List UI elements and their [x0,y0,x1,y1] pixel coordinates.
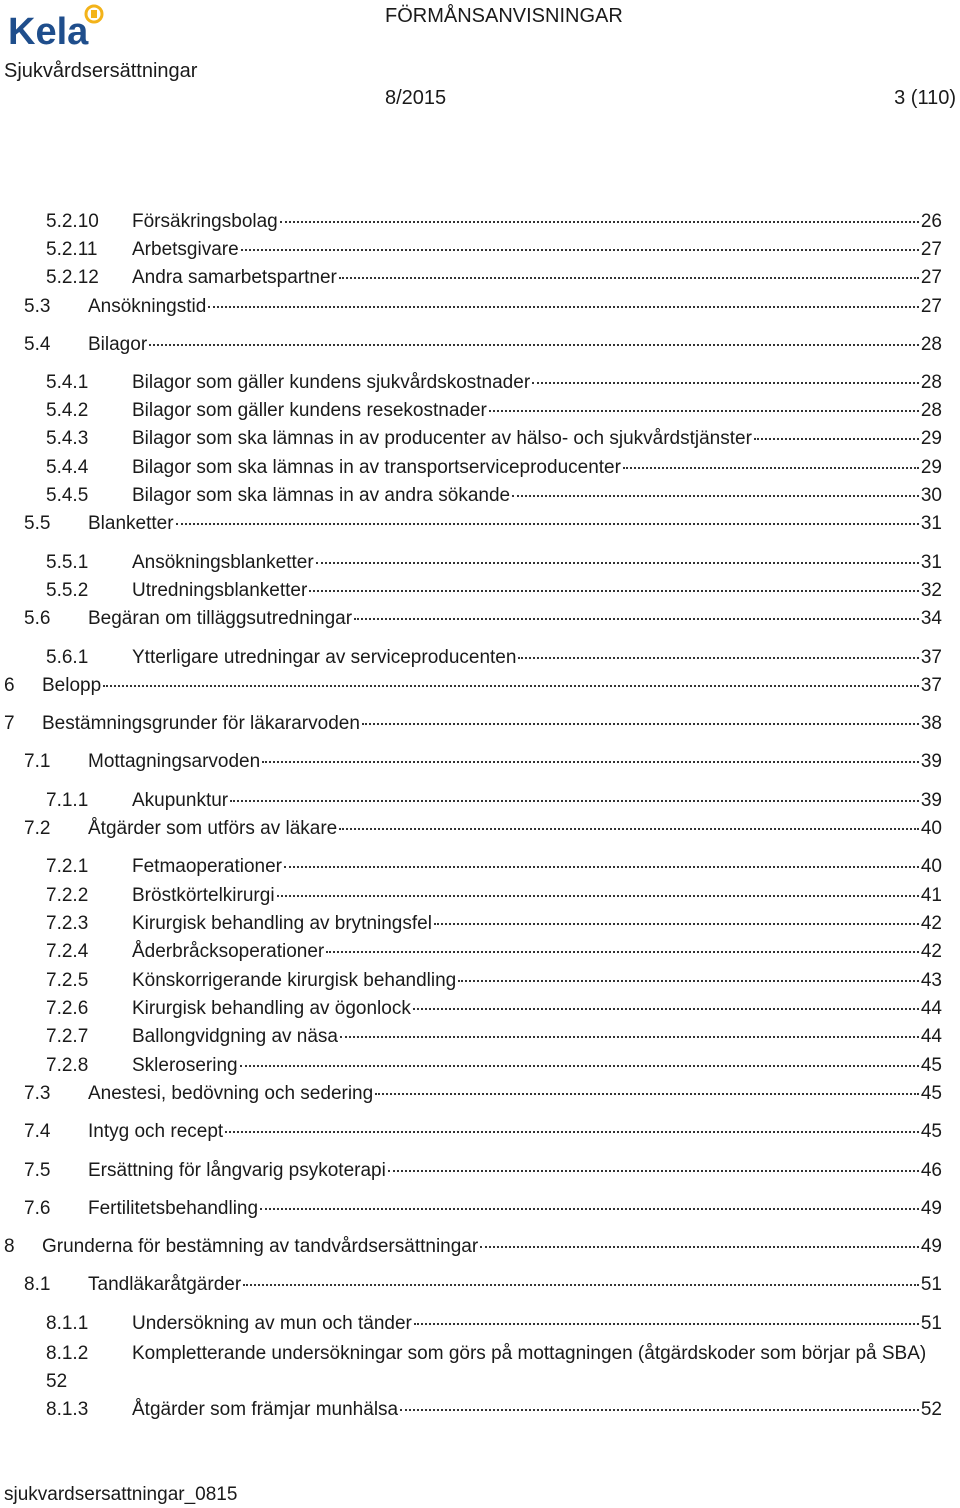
toc-title: Akupunktur [132,790,229,811]
toc-leader [260,1208,919,1210]
toc-title: Ytterligare utredningar av serviceproducenten [132,647,517,668]
toc-page: 43 [920,970,942,991]
toc-title: Fertilitetsbehandling [88,1198,259,1219]
toc-number: 7.2.2 [46,885,89,906]
toc-leader [316,562,919,564]
toc-number: 7.1 [24,751,51,772]
toc-title: Anestesi, bedövning och sedering [88,1083,374,1104]
toc-number: 7.2.4 [46,941,89,962]
toc-page: 29 [920,457,942,478]
toc-leader [309,590,919,592]
toc-number: 5.4 [24,334,51,355]
toc-number: 7.1.1 [46,790,89,811]
toc-leader [176,523,919,525]
toc-title: Bilagor som gäller kundens sjukvårdskostnader [132,372,531,393]
toc-entry[interactable] [24,1083,942,1109]
page-number: 3 (110) [894,87,956,109]
logo-text: Kela [8,11,89,50]
toc-leader [388,1170,919,1172]
toc-title: Ballongvidgning av näsa [132,1026,338,1047]
toc-entry[interactable] [24,818,942,844]
toc-page: 41 [920,885,942,906]
toc-number: 8 [4,1236,15,1257]
toc-leader [230,800,919,802]
toc-title: Ersättning för långvarig psykoterapi [88,1160,386,1181]
toc-number: 7.6 [24,1198,51,1219]
toc-number: 7.2.7 [46,1026,89,1047]
toc-page: 31 [920,513,942,534]
toc-entry[interactable] [4,713,942,739]
document-date: 8/2015 [385,87,447,109]
toc-title: Sklerosering [132,1055,238,1076]
toc-entry[interactable] [46,856,942,882]
toc-title: Kompletterande undersökningar som görs på mottagningen (åtgärdskoder som börjar på SBA) 52 [46,1343,927,1392]
document-title: FÖRMÅNSANVISNINGAR [385,5,623,27]
toc-title: Försäkringsbolag [132,211,278,232]
toc-page: 39 [920,790,942,811]
toc-page: 39 [920,751,942,772]
toc-title: Fetmaoperationer [132,856,282,877]
toc-leader [400,1409,919,1411]
toc-number: 7.5 [24,1160,51,1181]
toc-page: 42 [920,941,942,962]
toc-leader [225,1131,919,1133]
toc-entry[interactable] [24,608,942,634]
toc-number: 6 [4,675,15,696]
toc-page: 45 [920,1121,942,1142]
toc-entry[interactable] [24,1274,942,1300]
toc-number: 8.1.3 [46,1399,89,1420]
toc-leader [277,895,919,897]
toc-number: 5.5 [24,513,51,534]
toc-entry[interactable] [46,400,942,426]
toc-page: 37 [920,675,942,696]
toc-entry[interactable] [24,751,942,777]
toc-number: 5.6 [24,608,51,629]
toc-page: 30 [920,485,942,506]
toc-page: 28 [920,400,942,421]
toc-title: Åtgärder som utförs av läkare [88,818,338,839]
toc-title: Tandläkaråtgärder [88,1274,242,1295]
toc-page: 29 [920,428,942,449]
toc-number: 8.1 [24,1274,51,1295]
toc-title: Utredningsblanketter [132,580,308,601]
toc-page: 31 [920,552,942,573]
toc-number: 5.5.1 [46,552,89,573]
toc-page: 51 [920,1313,942,1334]
toc-entry[interactable] [46,1313,942,1339]
toc-entry[interactable] [4,675,942,701]
toc-number: 5.2.10 [46,211,99,232]
document-subject: Sjukvårdsersättningar [4,60,198,82]
toc-leader [149,344,919,346]
toc-leader [413,1008,919,1010]
toc-entry[interactable] [46,998,942,1024]
toc-page: 45 [920,1083,942,1104]
toc-title: Grunderna för bestämning av tandvårdsersättningar [42,1236,479,1257]
toc-page: 32 [920,580,942,601]
toc-page: 28 [920,334,942,355]
toc-entry[interactable] [46,552,942,578]
toc-title: Arbetsgivare [132,239,239,260]
toc-entry[interactable] [4,1236,942,1262]
toc-page: 34 [920,608,942,629]
toc-entry[interactable] [46,457,942,483]
toc-title: Bilagor som ska lämnas in av producenter av hälso- och sjukvårdstjänster [132,428,752,449]
toc-leader [489,410,919,412]
toc-title: Könskorrigerande kirurgisk behandling [132,970,457,991]
toc-page: 49 [920,1198,942,1219]
toc-entry[interactable] [24,513,942,539]
toc-entry[interactable] [46,485,942,511]
toc-entry[interactable] [46,267,942,293]
toc-page: 45 [920,1055,942,1076]
toc-entry[interactable] [46,970,942,996]
toc-title: Kirurgisk behandling av brytningsfel [132,913,432,934]
toc-title: Åderbråcksoperationer [132,941,325,962]
toc-leader [241,249,919,251]
toc-page: 40 [920,818,942,839]
toc-page: 37 [920,647,942,668]
toc-number: 5.4.5 [46,485,89,506]
toc-title: Ansökningstid [88,296,207,317]
toc-page: 26 [920,211,942,232]
toc-leader [754,438,919,440]
toc-entry[interactable] [46,1340,942,1396]
toc-leader [458,980,919,982]
toc-number: 5.3 [24,296,51,317]
toc-page: 44 [920,998,942,1019]
toc-page: 27 [920,296,942,317]
toc-leader [532,382,919,384]
toc-title: Bröstkörtelkirurgi [132,885,275,906]
toc-entry[interactable] [46,1026,942,1052]
toc-leader [280,221,919,223]
toc-entry[interactable] [46,211,942,237]
toc-page: 51 [920,1274,942,1295]
toc-page: 49 [920,1236,942,1257]
toc-number: 5.4.2 [46,400,89,421]
toc-title: Begäran om tilläggsutredningar [88,608,353,629]
toc-leader [434,923,919,925]
toc-number: 5.6.1 [46,647,89,668]
toc-leader [623,467,919,469]
toc-entry[interactable] [46,580,942,606]
toc-entry[interactable] [46,1055,942,1081]
toc-number: 7.3 [24,1083,51,1104]
toc-leader [240,1065,919,1067]
toc-leader [284,866,919,868]
toc-title: Ansökningsblanketter [132,552,314,573]
toc-entry[interactable] [24,334,942,360]
toc-title: Kirurgisk behandling av ögonlock [132,998,411,1019]
toc-number: 5.2.12 [46,267,99,288]
toc-number: 7.2.8 [46,1055,89,1076]
toc-number: 7.2.3 [46,913,89,934]
toc-number: 5.5.2 [46,580,89,601]
toc-page: 42 [920,913,942,934]
toc-number: 8.1.2 [46,1343,89,1364]
toc-title: Blanketter [88,513,174,534]
toc-number: 7.4 [24,1121,51,1142]
toc-title: Bilagor som ska lämnas in av andra sökande [132,485,511,506]
toc-number: 7.2 [24,818,51,839]
toc-leader [518,657,918,659]
toc-leader [326,951,919,953]
toc-page: 27 [920,239,942,260]
toc-page: 44 [920,1026,942,1047]
toc-page: 52 [920,1399,942,1420]
toc-leader [414,1323,919,1325]
toc-number: 5.2.11 [46,239,98,260]
toc-number: 7 [4,713,15,734]
toc-entry[interactable] [46,885,942,911]
toc-number: 5.4.3 [46,428,89,449]
toc-entry[interactable] [24,1198,942,1224]
toc-leader [354,618,919,620]
toc-leader [375,1093,919,1095]
toc-title: Åtgärder som främjar munhälsa [132,1399,399,1420]
toc-leader [362,723,919,725]
toc-entry[interactable] [46,239,942,265]
toc-page: 40 [920,856,942,877]
toc-entry[interactable] [24,1121,942,1147]
toc-number: 7.2.5 [46,970,89,991]
toc-leader [208,306,919,308]
toc-title: Bilagor som ska lämnas in av transportserviceproducenter [132,457,621,478]
toc-title: Intyg och recept [88,1121,224,1142]
toc-leader [480,1246,919,1248]
toc-leader [103,685,919,687]
toc-title: Belopp [42,675,102,696]
toc-title: Bilagor som gäller kundens resekostnader [132,400,487,421]
toc-page: 28 [920,372,942,393]
toc-entry[interactable] [46,941,942,967]
footer-file-id: sjukvardsersattningar_0815 [4,1484,238,1505]
toc-leader [340,1036,919,1038]
toc-entry[interactable] [46,1399,942,1425]
toc-entry[interactable] [46,428,942,454]
toc-leader [339,828,919,830]
toc-number: 8.1.1 [46,1313,89,1334]
kela-logo [8,4,108,50]
toc-number: 7.2.1 [46,856,89,877]
toc-entry[interactable] [46,913,942,939]
toc-page: 27 [920,267,942,288]
toc-leader [512,495,919,497]
toc-entry[interactable] [46,372,942,398]
toc-leader [262,761,919,763]
toc-page: 46 [920,1160,942,1181]
toc-page: 38 [920,713,942,734]
toc-title: Undersökning av mun och tänder [132,1313,412,1334]
toc-title: Bestämningsgrunder för läkararvoden [42,713,360,734]
toc-title: Andra samarbetspartner [132,267,337,288]
toc-title: Mottagningsarvoden [88,751,261,772]
toc-number: 7.2.6 [46,998,89,1019]
toc-entry[interactable] [46,790,942,816]
toc-number: 5.4.1 [46,372,89,393]
toc-number: 5.4.4 [46,457,89,478]
toc-title: Bilagor [88,334,148,355]
toc-entry[interactable] [24,296,942,322]
toc-entry[interactable] [24,1160,942,1186]
toc-leader [243,1284,919,1286]
toc-leader [339,277,919,279]
toc-entry[interactable] [46,647,942,673]
